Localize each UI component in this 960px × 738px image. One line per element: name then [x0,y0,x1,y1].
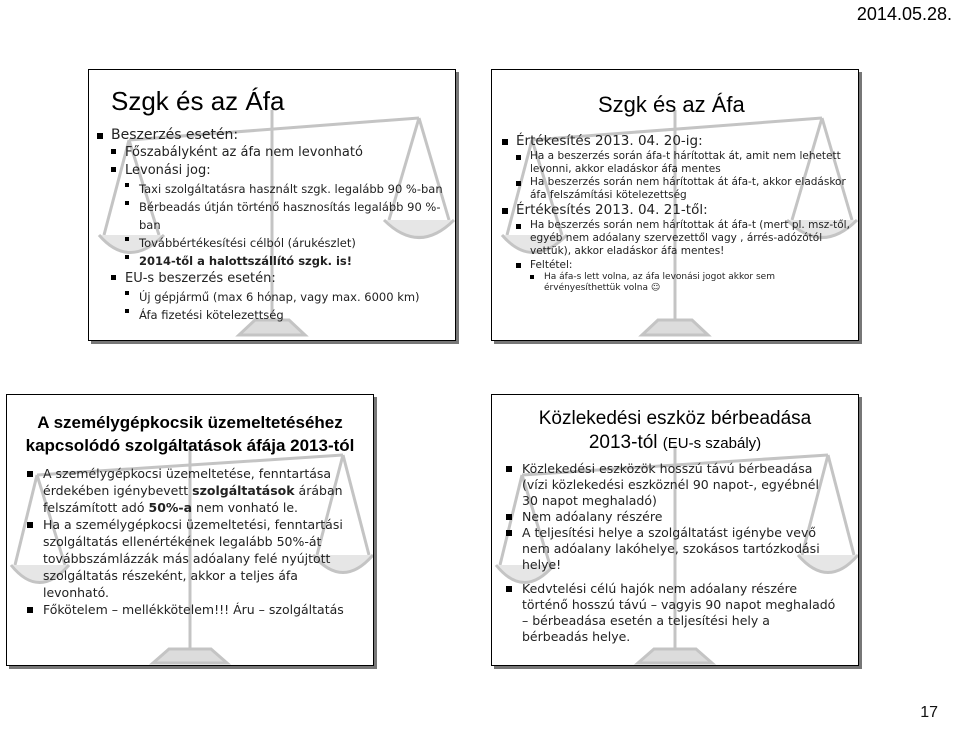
slide-1 [88,69,456,341]
list-item [25,465,357,516]
slide-4-title-note: (EU-s szabály) [662,435,762,452]
list-item: Nem adóalany részére [504,509,838,525]
item-bold: szolgáltatások [192,483,295,498]
slide-3-title [7,411,373,457]
slide-3-title-line-2: kapcsolódó szolgáltatások áfája 2013-tól [25,436,355,455]
page-date: 2014.05.28. [856,4,952,24]
list-item: EU-s beszerzés esetén: [109,270,449,288]
list-item: Levonási jog: [109,162,449,180]
list-item: Ha a személygépkocsi üzemeltetési, fenntartási szolgáltatás ellenértékének legalább 50%-át továbbszámlázzák más adóalany felé nyújtott szolgáltatás részeként, akkor a teljes áfa levonható. [25,516,357,601]
item-bold: 50%-a [148,500,193,515]
item-text: árában felszámított adó [43,483,343,515]
slide-2 [491,69,859,341]
item-text: A személygépkocsi üzemeltetése, fenntartása érdekében igénybevett [43,466,332,498]
item-text: nem vonható le. [192,500,298,515]
slide-4-title-line-2: 2013-tól [588,432,663,453]
list-item: Áfa fizetési kötelezettség [123,306,449,324]
list-item: A teljesítési helye a szolgáltatást igénybe vevő nem adóalany lakóhelye, szokásos tartózkodási helye! [504,525,838,573]
slide-4-title-line-1: Közlekedési eszköz bérbeadása [538,408,812,429]
slide-4-title [492,407,858,456]
list-item: Értékesítés 2013. 04. 20-ig: [500,133,850,150]
list-item: Új gépjármű (max 6 hónap, vagy max. 6000 km) [123,288,449,306]
list-item: Ha beszerzés során nem hárítottak át áfa-t, akkor eladáskor áfa felszámítási kötelezettség [514,176,850,202]
list-item: 2014-től a halottszállító szgk. is! [123,252,449,270]
list-item: Taxi szolgáltatásra használt szgk. legalább 90 %-ban [123,180,449,198]
slide-4 [491,394,859,666]
slide-3-title-line-1: A személygépkocsik üzemeltetéséhez [37,413,343,432]
list-item: Közlekedési eszközök hosszú távú bérbeadása (vízi közlekedési eszköznél 90 napot-, egyébnél 30 napot meghaladó) [504,461,838,509]
list-item: Bérbeadás útján történő hasznosítás legalább 90 %-ban [123,198,449,234]
list-item: Ha áfa-s lett volna, az áfa levonási jogot akkor sem érvényesíthettük volna ☺ [528,272,850,294]
page-number: 17 [920,704,938,721]
list-item: Beszerzés esetén: [95,127,449,144]
list-item: Továbbértékesítési célból (árukészlet) [123,234,449,252]
list-item: Kedvtelési célú hajók nem adóalany részére történő hosszú távú – vagyis 90 napot meghaladó – bérbeadása esetén a teljesítési hely a bérbeadás helye. [504,581,838,645]
slide-2-title: Szgk és az Áfa [598,92,745,117]
slide-3 [6,394,374,666]
list-item: Ha a beszerzés során áfa-t hárítottak át, amit nem lehetett levonni, akkor eladáskor áfa mentes [514,150,850,176]
list-item: Értékesítés 2013. 04. 21-től: [500,202,850,219]
list-item: Főszabályként az áfa nem levonható [109,144,449,162]
list-item: Főkötelem – mellékkötelem!!! Áru – szolgáltatás [25,601,357,618]
list-item: Ha beszerzés során nem hárítottak át áfa-t (mert pl. msz-től, egyéb nem adóalany szervezettől vagy , árrés-adózótól vettük), akkor eladáskor áfa mentes! [514,219,850,258]
list-item: Feltétel: [514,258,850,272]
slide-1-title: Szgk és az Áfa [111,86,285,116]
